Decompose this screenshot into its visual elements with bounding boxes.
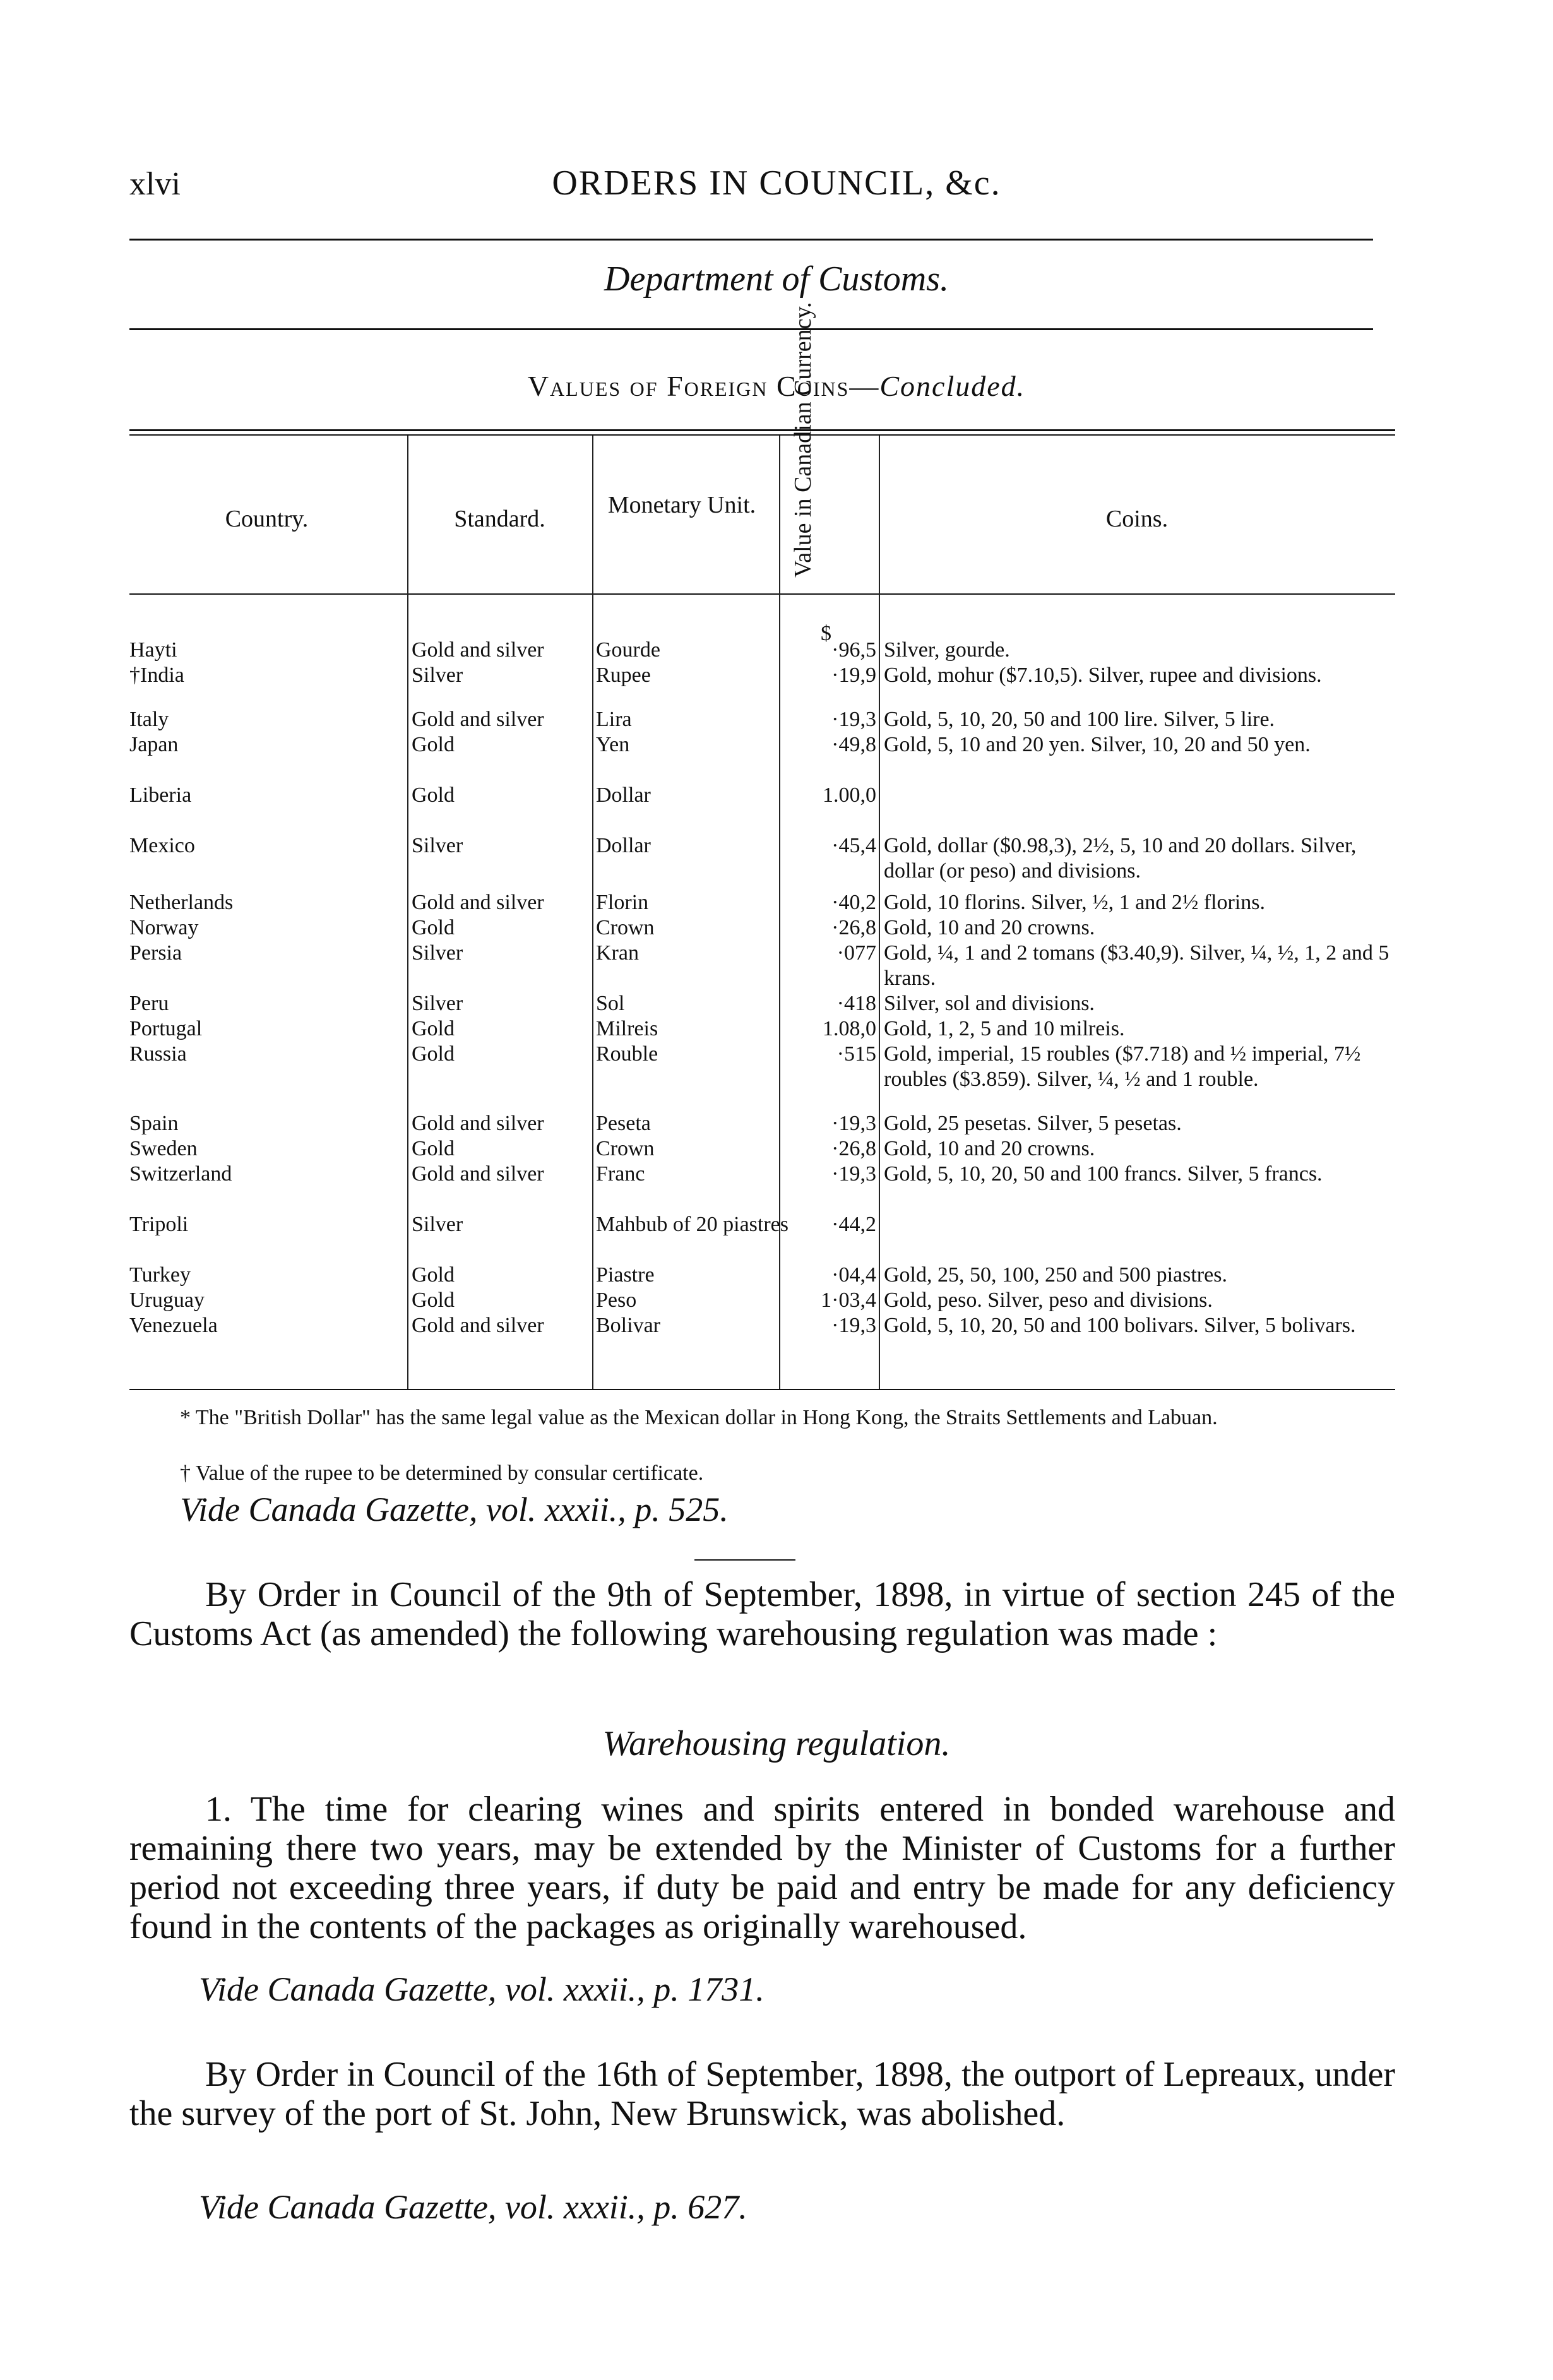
gazette-reference-2: Vide Canada Gazette, vol. xxxii., p. 1731. [199,1970,765,2008]
column-header-unit: Monetary Unit. [607,492,756,518]
department-title: Department of Customs. [604,259,949,299]
cell-standard: Gold and silver [412,1162,544,1186]
cell-country: Russia [129,1042,187,1066]
cell-value: 1.00,0 [823,783,876,807]
column-divider [879,436,880,1389]
running-title: ORDERS IN COUNCIL, &c. [552,164,1001,203]
cell-value: ·26,8 [831,1137,876,1160]
cell-standard: Silver [412,663,463,687]
cell-coins: Gold, peso. Silver, peso and divisions. [884,1288,1213,1312]
cell-coins: Gold, 5, 10, 20, 50 and 100 lire. Silver, 5 lire. [884,708,1275,731]
cell-coins: Gold, 5, 10, 20, 50 and 100 bolivars. Silver, 5 bolivars. [884,1314,1356,1337]
cell-unit: Crown [596,1137,655,1160]
cell-standard: Gold [412,1263,455,1287]
cell-unit: Gourde [596,638,660,662]
cell-coins: Gold, 5, 10, 20, 50 and 100 francs. Silver, 5 francs. [884,1162,1323,1186]
cell-standard: Gold [412,1137,455,1160]
cell-unit: Sol [596,992,625,1015]
cell-value: ·418 [836,992,876,1015]
cell-value: ·40,2 [831,891,876,914]
department-rule [129,328,1373,330]
cell-country: Hayti [129,638,177,662]
column-header-country: Country. [225,506,309,532]
separator-rule [694,1559,795,1561]
cell-coins: Gold, mohur ($7.10,5). Silver, rupee and divisions. [884,663,1322,687]
cell-value: ·04,4 [831,1263,876,1287]
gazette-reference-3: Vide Canada Gazette, vol. xxxii., p. 627. [199,2188,747,2226]
cell-country: Portugal [129,1017,203,1040]
cell-unit: Rupee [596,663,651,687]
cell-standard: Gold and silver [412,891,544,914]
cell-unit: Peso [596,1288,637,1312]
cell-unit: Franc [596,1162,645,1186]
cell-coins: Gold, 25, 50, 100, 250 and 500 piastres. [884,1263,1227,1287]
cell-country: †India [129,663,184,687]
cell-standard: Gold [412,783,455,807]
table-header-rule [129,593,1395,595]
currency-symbol: $ [821,622,831,645]
cell-coins: Silver, gourde. [884,638,1010,662]
cell-unit: Rouble [596,1042,658,1066]
column-divider [592,436,593,1389]
cell-standard: Silver [412,992,463,1015]
cell-standard: Gold and silver [412,1112,544,1135]
cell-coins: Gold, imperial, 15 roubles ($7.718) and ½ imperial, 7½ roubles ($3.859). Silver, ¼, ½ and 1 rouble. [884,1042,1361,1091]
cell-country: Sweden [129,1137,198,1160]
paragraph-lepreaux: By Order in Council of the 16th of September, 1898, the outport of Lepreaux, under the survey of the port of St. John, New Brunswick, was abolished. [129,2055,1395,2133]
cell-country: Japan [129,733,179,756]
cell-country: Persia [129,941,182,965]
cell-value: ·45,4 [831,834,876,857]
section-title: Values of Foreign Coins—Concluded. [527,370,1026,402]
column-header-standard: Standard. [454,506,545,532]
cell-standard: Gold and silver [412,638,544,662]
cell-coins: Gold, 25 pesetas. Silver, 5 pesetas. [884,1112,1182,1135]
cell-coins: Gold, 1, 2, 5 and 10 milreis. [884,1017,1125,1040]
cell-value: ·19,3 [831,1162,876,1186]
cell-standard: Gold [412,1042,455,1066]
cell-unit: Milreis [596,1017,658,1040]
column-header-value: Value in Canadian Currency. [790,302,816,578]
cell-standard: Gold [412,916,455,939]
cell-value: ·19,9 [831,663,876,687]
cell-country: Tripoli [129,1213,189,1236]
column-divider [407,436,408,1389]
cell-value: ·49,8 [831,733,876,756]
cell-country: Italy [129,708,169,731]
cell-value: ·19,3 [831,1314,876,1337]
cell-coins: Gold, 10 and 20 crowns. [884,916,1095,939]
column-header-coins: Coins. [1105,506,1169,532]
cell-unit: Yen [596,733,630,756]
cell-country: Mexico [129,834,195,857]
cell-standard: Gold [412,1017,455,1040]
column-divider [779,436,780,1389]
cell-country: Spain [129,1112,179,1135]
cell-unit: Crown [596,916,655,939]
cell-value: ·26,8 [831,916,876,939]
cell-unit: Lira [596,708,632,731]
cell-standard: Silver [412,941,463,965]
cell-country: Netherlands [129,891,234,914]
cell-value: ·44,2 [831,1213,876,1236]
cell-country: Switzerland [129,1162,232,1186]
cell-country: Norway [129,916,199,939]
cell-standard: Silver [412,834,463,857]
cell-unit: Mahbub of 20 piastres [596,1213,789,1236]
cell-value: 1·03,4 [821,1288,876,1312]
table-top-rule-2 [129,434,1395,436]
cell-unit: Bolivar [596,1314,660,1337]
cell-standard: Gold [412,733,455,756]
cell-standard: Gold and silver [412,708,544,731]
cell-unit: Florin [596,891,649,914]
cell-country: Liberia [129,783,192,807]
table-top-rule [129,429,1395,431]
paragraph-regulation-1: 1. The time for clearing wines and spirits entered in bonded warehouse and remaining there two years, may be extended by the Minister of Customs for a further period not exceeding three years, if duty be paid and entry be made for any deficiency found in the contents of the packages as originally warehoused. [129,1790,1395,1946]
footnote-rupee: † Value of the rupee to be determined by consular certificate. [180,1461,704,1485]
cell-unit: Dollar [596,783,651,807]
table-bottom-rule [129,1389,1395,1390]
cell-value: 1.08,0 [823,1017,876,1040]
cell-unit: Dollar [596,834,651,857]
subheading-warehousing-regulation: Warehousing regulation. [602,1724,951,1763]
cell-country: Venezuela [129,1314,218,1337]
cell-coins: Gold, 10 florins. Silver, ½, 1 and 2½ florins. [884,891,1265,914]
cell-standard: Gold [412,1288,455,1312]
cell-coins: Gold, 10 and 20 crowns. [884,1137,1095,1160]
cell-unit: Peseta [596,1112,651,1135]
cell-value: ·19,3 [831,708,876,731]
cell-value: ·515 [836,1042,876,1066]
footnote-british-dollar: * The "British Dollar" has the same legal value as the Mexican dollar in Hong Kong, the Straits Settlements and Labuan. [180,1406,1218,1429]
cell-coins: Gold, dollar ($0.98,3), 2½, 5, 10 and 20 dollars. Silver, dollar (or peso) and divisions. [884,834,1357,883]
cell-value: ·19,3 [831,1112,876,1135]
cell-unit: Kran [596,941,639,965]
cell-standard: Silver [412,1213,463,1236]
cell-country: Turkey [129,1263,191,1287]
cell-value: ·077 [836,941,876,965]
page-number: xlvi [129,166,181,202]
cell-unit: Piastre [596,1263,655,1287]
cell-value: ·96,5 [831,638,876,662]
cell-coins: Gold, 5, 10 and 20 yen. Silver, 10, 20 and 50 yen. [884,733,1311,756]
cell-country: Uruguay [129,1288,205,1312]
cell-coins: Silver, sol and divisions. [884,992,1095,1015]
paragraph-warehousing-order: By Order in Council of the 9th of September, 1898, in virtue of section 245 of the Customs Act (as amended) the following warehousing regulation was made : [129,1575,1395,1653]
gazette-reference-1: Vide Canada Gazette, vol. xxxii., p. 525. [180,1490,729,1528]
cell-coins: Gold, ¼, 1 and 2 tomans ($3.40,9). Silver, ¼, ½, 1, 2 and 5 krans. [884,941,1389,990]
cell-standard: Gold and silver [412,1314,544,1337]
cell-country: Peru [129,992,169,1015]
header-rule [129,239,1373,241]
